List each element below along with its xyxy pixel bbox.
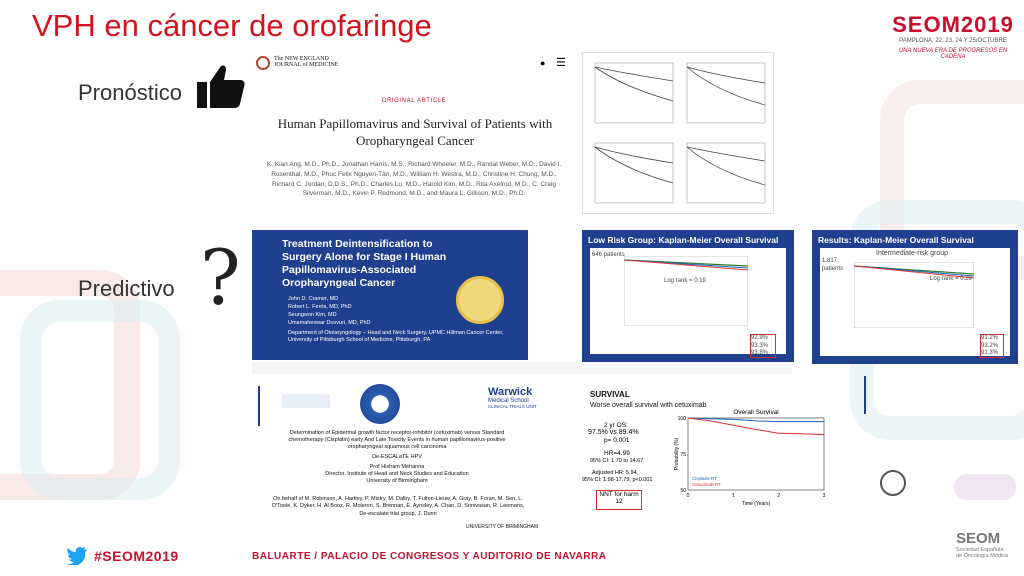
km-low-header: Low Risk Group: Kaplan-Meier Overall Survival bbox=[588, 235, 779, 245]
thumbs-up-icon bbox=[195, 62, 247, 110]
km-low-plot bbox=[590, 248, 786, 354]
deescalate-behalf: On behalf of M. Robinson, A. Hartley, P. Mistry, M. Dalby, T. Fulton-Lieuw, A. Gray, B. Foran, M. Sen, L. O'Toole, K. Dyker, H. Al Booz, R. Moleron, S. Brennan, E. Aynsley, A. Chan, D. Srinivasan, R. Leemans, De-escalate trial group, J. Dunn bbox=[271, 496, 525, 517]
km-int-plot bbox=[820, 248, 1010, 356]
nihr-logo bbox=[282, 394, 330, 408]
cramer-title: Treatment Deintensification to Surgery Alone for Stage I Human Papillomavirus-Associated Oropharyngeal Cancer bbox=[282, 238, 447, 290]
nejm-authors: K. Kian Ang, M.D., Ph.D., Jonathan Harris, M.S., Richard Wheeler, M.D., Randal Weber, M.D., David I. Rosenthal, M.D., Phuc Felix Nguyen-Tân, M.D., William H. Westra, M.D., Christine H. Chung, M.D., Richard C. Jordan, D.D.S., Ph.D., Charles Lu, M.D., Harold Kim, M.D., Rita Axelrod, M.D., C. Craig Silverman, M.D., Kevin P. Redmond, M.D., and Maura L. Gillison, M.D., Ph.D. bbox=[266, 161, 562, 198]
nejm-figure-panel bbox=[582, 52, 774, 214]
km-low-patients: 646 patients bbox=[592, 252, 625, 258]
warwick-sub2: CLINICAL TRIALS UNIT bbox=[488, 404, 537, 409]
km-low-logrank: Log rank = 0.19 bbox=[664, 278, 706, 284]
km-int-header: Results: Kaplan-Meier Overall Survival bbox=[818, 235, 974, 245]
km-int-patients: 1,817 patients bbox=[822, 258, 844, 272]
km-low-value-1: 92.9% bbox=[751, 335, 769, 341]
deescalate-card bbox=[252, 378, 542, 536]
y-axis-label: Probability (%) bbox=[674, 437, 680, 471]
venue: BALUARTE / PALACIO DE CONGRESOS Y AUDITORIO DE NAVARRA bbox=[252, 551, 607, 562]
label-prognostic: Pronóstico bbox=[78, 80, 182, 105]
y-tick-label: 50 bbox=[680, 488, 686, 494]
km-int-value-2: 93.2% bbox=[981, 342, 999, 349]
x-tick-label: 0 bbox=[686, 493, 690, 499]
nejm-km-grid bbox=[583, 53, 774, 214]
km-intermediate-card bbox=[812, 230, 1018, 364]
seom-logo-text: SEOM2019 bbox=[892, 12, 1014, 37]
slide-title: VPH en cáncer de orofaringe bbox=[32, 8, 432, 43]
seom-tagline: UNA NUEVA ERA DE PROGRESOS EN CADENA bbox=[898, 48, 1008, 60]
user-icon[interactable]: ● bbox=[540, 58, 546, 68]
nejm-seal-icon bbox=[256, 56, 270, 70]
birmingham-logo: UNIVERSITY OF BIRMINGHAM bbox=[466, 524, 539, 530]
nejm-section: ORIGINAL ARTICLE bbox=[381, 98, 447, 104]
seom-logo bbox=[888, 12, 1018, 72]
presenter-role: Director, Institute of Head and Neck Studies and Education bbox=[325, 471, 469, 477]
os-label: 2 yr OS: bbox=[604, 422, 628, 429]
km-low-values bbox=[750, 334, 776, 358]
os-values: 97.5% vs 89.4% bbox=[588, 429, 639, 436]
legend-entry-2: Cetuximab-RT bbox=[692, 482, 721, 487]
km-low-value-3: 93.8% bbox=[751, 350, 769, 356]
inhanse-logo bbox=[258, 386, 276, 426]
p-value: p= 0.001 bbox=[604, 437, 630, 444]
km-int-subheader: Intermediate-risk group bbox=[876, 250, 948, 257]
seom-bottom-text: SEOM bbox=[956, 530, 1001, 547]
cramer-title-card bbox=[252, 230, 528, 360]
chart-title: Overall Survival bbox=[733, 409, 779, 416]
survival-subheader: Worse overall survival with cetuximab bbox=[590, 402, 707, 409]
warwick-sub: Medical School bbox=[488, 398, 529, 404]
nejm-article-title: Human Papillomavirus and Survival of Patients with Oropharyngeal Cancer bbox=[277, 116, 553, 148]
seom-bottom-logo bbox=[956, 530, 1020, 559]
km-int-curve bbox=[854, 262, 974, 328]
adj-hr: Adjusted HR: 5.94, bbox=[592, 470, 639, 476]
km-int-logrank: Log rank = 0.29 bbox=[930, 276, 972, 282]
warwick-logo bbox=[488, 386, 540, 409]
presenter-name: Prof Hisham Mehanna bbox=[369, 464, 425, 470]
seom-location: PAMPLONA, 22, 23, 24 Y 25/OCTUBRE bbox=[899, 38, 1007, 44]
cramer-author-1: John D. Cramer, MD bbox=[288, 296, 339, 302]
asco-strip bbox=[252, 362, 792, 374]
question-mark: ? bbox=[200, 233, 241, 322]
hr-ci: 95% CI: 1.70 to 14.67 bbox=[590, 458, 644, 464]
deescalate-logo-icon bbox=[360, 384, 400, 424]
nejm-article-card bbox=[252, 52, 576, 220]
nejm-journal: The NEW ENGLAND JOURNAL of MEDICINE bbox=[274, 56, 339, 68]
nnt-value: 12 bbox=[615, 498, 623, 505]
menu-icon[interactable]: ☰ bbox=[556, 57, 566, 69]
x-axis-label: Time (Years) bbox=[741, 501, 771, 506]
x-tick-label: 2 bbox=[777, 493, 781, 499]
km-int-values bbox=[980, 334, 1004, 358]
km-int-value-3: 91.3% bbox=[981, 350, 999, 356]
deescalate-short: De-ESCALaTE HPV bbox=[372, 454, 422, 460]
seom-bottom-sub2: de Oncología Médica bbox=[956, 553, 1008, 559]
cramer-author-4: Umamaheswar Duvvuri, MD, PhD bbox=[288, 320, 371, 326]
label-predictive: Predictivo bbox=[78, 276, 175, 301]
x-tick-label: 3 bbox=[822, 493, 826, 499]
background-shape bbox=[20, 300, 180, 500]
inhanse-logo-right bbox=[864, 376, 886, 414]
nnt-label: NNT for harm bbox=[599, 491, 639, 498]
km-low-risk-card bbox=[582, 230, 794, 362]
adj-ci: 95% CI: 1.98-17.79, p<0.001 bbox=[582, 477, 653, 483]
hashtag[interactable]: #SEOM2019 bbox=[94, 548, 179, 564]
cramer-author-3: Seungwon Kim, MD bbox=[288, 312, 337, 318]
km-low-curve bbox=[624, 256, 748, 326]
pitt-seal-icon bbox=[456, 276, 504, 324]
presenter-univ: University of Birmingham bbox=[366, 478, 428, 484]
y-tick-label: 75 bbox=[680, 452, 686, 458]
overall-survival-chart bbox=[674, 406, 830, 506]
gorte-logo bbox=[954, 474, 1016, 500]
nnt-box bbox=[596, 490, 642, 510]
km-int-value-1: 91.2% bbox=[981, 335, 999, 341]
cramer-author-2: Robert L. Ferris, MD, PhD bbox=[288, 304, 352, 310]
y-tick-label: 100 bbox=[677, 416, 686, 422]
ttcc-logo bbox=[880, 470, 906, 496]
km-low-value-2: 93.3% bbox=[751, 342, 769, 349]
survival-header: SURVIVAL bbox=[590, 390, 630, 399]
survival-card bbox=[582, 378, 830, 536]
warwick-name: Warwick bbox=[488, 386, 533, 398]
seom-bottom-sub1: Sociedad Española bbox=[956, 547, 1004, 553]
x-tick-label: 1 bbox=[731, 493, 735, 499]
cramer-affiliation: Department of Otolaryngology – Head and Neck Surgery, UPMC Hillman Cancer Center, University of Pittsburgh School of Medicine, Pittsburgh, PA bbox=[288, 330, 504, 344]
hr-value: HR=4.99 bbox=[604, 450, 630, 457]
twitter-icon[interactable] bbox=[66, 547, 88, 565]
deescalate-title: Determination of Epidermal growth factor receptor-inhibitor (cetuximab) versus Standard chemotherapy (Cisplatin) early And Late Toxicity Events in human papillomavirus-positive oropharyngeal squamous cell carcinoma bbox=[288, 430, 506, 451]
legend-entry-1: Cisplatin-RT bbox=[692, 476, 717, 481]
